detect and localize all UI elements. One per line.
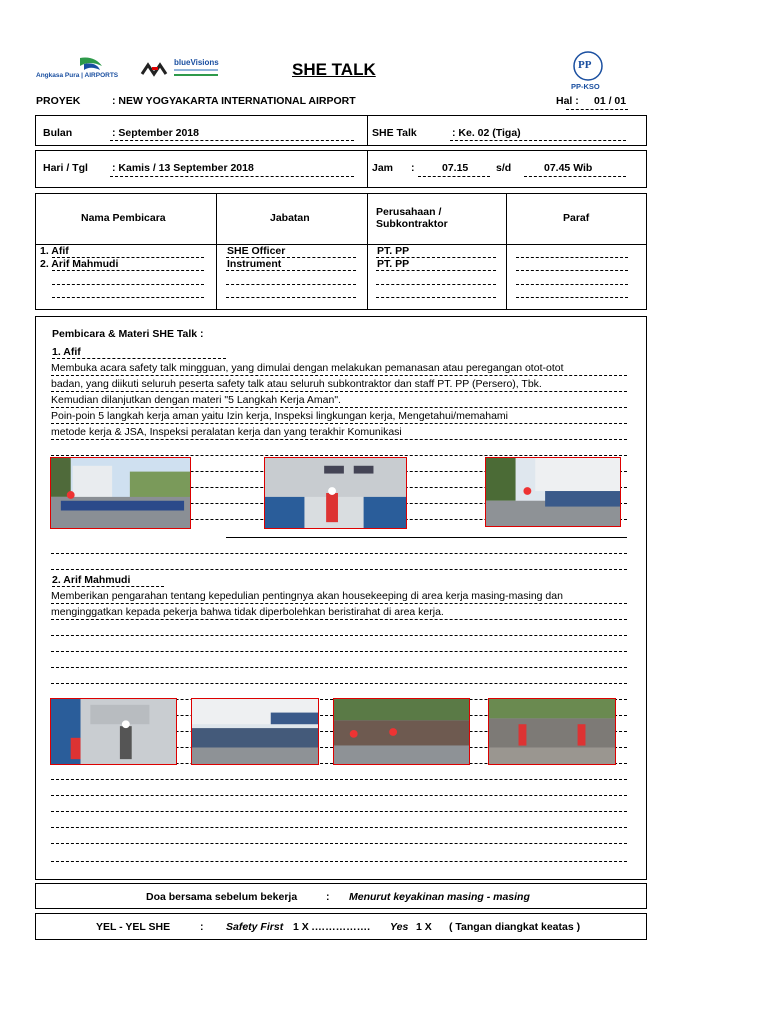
table-col-divider bbox=[367, 194, 368, 309]
table-line bbox=[226, 257, 356, 258]
speaker2-title-underline bbox=[52, 586, 164, 587]
proyek-label: PROYEK bbox=[36, 95, 81, 107]
doa-colon: : bbox=[326, 891, 330, 903]
ruled-line bbox=[51, 603, 627, 604]
hal-value: 01 / 01 bbox=[594, 95, 627, 107]
table-line bbox=[376, 297, 496, 298]
speaker1-line-5: metode kerja & JSA, Inspeksi peralatan kerja dan yang terakhir Komunikasi bbox=[51, 426, 402, 438]
table-line bbox=[516, 297, 628, 298]
speaker1-line-4: Poin-poin 5 langkah kerja aman yaitu Izin kerja, Inspeksi lingkungan kerja, Mengetahui/memahami bbox=[51, 410, 509, 422]
jam-start: 07.15 bbox=[442, 162, 469, 174]
table-col-divider bbox=[506, 194, 507, 309]
angkasa-pura-logo bbox=[36, 56, 124, 82]
blue-visions-logo bbox=[140, 56, 222, 82]
header-paraf: Paraf bbox=[563, 212, 590, 224]
ruled-line bbox=[51, 619, 627, 620]
speaker1-line-2: badan, yang diikuti seluruh peserta safety talk atau seluruh subkontraktor dan staff PT. PP (Persero), Tbk. bbox=[51, 378, 542, 390]
ruled-line bbox=[51, 391, 627, 392]
bulan-label: Bulan bbox=[43, 127, 73, 139]
speaker1-line-3: Kemudian dilanjutkan dengan materi "5 Langkah Kerja Aman". bbox=[51, 394, 341, 406]
pp-kso-logo-text: PP-KSO bbox=[571, 82, 600, 91]
section-divider bbox=[367, 151, 368, 187]
table-line bbox=[376, 257, 496, 258]
speaker-jabatan-1: SHE Officer bbox=[227, 245, 286, 257]
ruled-line bbox=[51, 375, 627, 376]
doa-value: Menurut keyakinan masing - masing bbox=[349, 891, 530, 903]
table-line bbox=[52, 297, 204, 298]
ruled-line bbox=[51, 635, 627, 636]
header-jabatan: Jabatan bbox=[270, 212, 310, 224]
table-row-divider bbox=[36, 244, 646, 245]
table-line bbox=[52, 284, 204, 285]
ruled-line bbox=[51, 667, 627, 668]
yel-yes: Yes bbox=[390, 921, 409, 933]
ruled-line bbox=[51, 569, 627, 570]
bulan-value: : September 2018 bbox=[112, 127, 199, 139]
she-talk-value: : Ke. 02 (Tiga) bbox=[452, 127, 521, 139]
ruled-line bbox=[51, 553, 627, 554]
speaker-jabatan-2: Instrument bbox=[227, 258, 282, 270]
logo-bar bbox=[174, 69, 218, 71]
speaker2-title: 2. Arif Mahmudi bbox=[52, 574, 131, 586]
ruled-line bbox=[51, 811, 627, 812]
speaker1-line-1: Membuka acara safety talk mingguan, yang dimulai dengan melakukan pemanasan atau peregangan otot-otot bbox=[51, 362, 564, 374]
yel-count-2: 1 X bbox=[416, 921, 432, 933]
ruled-line bbox=[51, 423, 627, 424]
meeting-photo bbox=[264, 457, 407, 529]
ruled-line bbox=[51, 439, 627, 440]
solid-line bbox=[226, 537, 627, 538]
speaker-perusahaan-1: PT. PP bbox=[377, 245, 410, 257]
ruled-line bbox=[51, 455, 627, 456]
speaker-perusahaan-2: PT. PP bbox=[377, 258, 410, 270]
wika-logo-mark bbox=[140, 62, 170, 78]
ruled-line bbox=[51, 407, 627, 408]
ruled-line bbox=[51, 843, 627, 844]
yel-safety-first: Safety First bbox=[226, 921, 284, 933]
table-col-divider bbox=[216, 194, 217, 309]
yel-note: ( Tangan diangkat keatas ) bbox=[449, 921, 581, 933]
yel-count-1: 1 X .……………. bbox=[293, 921, 371, 933]
pp-logo-text: PP bbox=[578, 59, 592, 71]
ruled-line bbox=[51, 651, 627, 652]
bulan-underline bbox=[110, 140, 354, 141]
table-line bbox=[376, 284, 496, 285]
speakers-table bbox=[35, 193, 647, 310]
speaker1-title: 1. Afif bbox=[52, 346, 81, 358]
she-talk-label: SHE Talk bbox=[372, 127, 417, 139]
table-line bbox=[226, 297, 356, 298]
meeting-photo bbox=[50, 457, 191, 529]
table-line bbox=[52, 257, 204, 258]
section-divider bbox=[367, 116, 368, 145]
yel-colon: : bbox=[200, 921, 204, 933]
table-line bbox=[226, 284, 356, 285]
jam-sd: s/d bbox=[496, 162, 512, 174]
table-line bbox=[516, 284, 628, 285]
speaker1-title-underline bbox=[52, 358, 226, 359]
meeting-photo bbox=[50, 698, 177, 765]
hari-label: Hari / Tgl bbox=[43, 162, 88, 174]
doa-section bbox=[35, 883, 647, 909]
angkasa-pura-logo-text: Angkasa Pura | AIRPORTS bbox=[36, 72, 119, 79]
ruled-line bbox=[51, 827, 627, 828]
jam-end-underline bbox=[524, 176, 626, 177]
speaker2-line-2: menginggatkan kepada pekerja bahwa tidak diperbolehkan beristirahat di area kerja. bbox=[51, 606, 444, 618]
speaker2-line-1: Memberikan pengarahan tentang kepedulian pentingnya akan housekeeping di area kerja masing-masing dan bbox=[51, 590, 563, 602]
header-nama-pembicara: Nama Pembicara bbox=[81, 212, 166, 224]
jam-colon: : bbox=[411, 162, 415, 174]
meeting-photo bbox=[333, 698, 470, 765]
table-line bbox=[52, 270, 204, 271]
speaker-name-2: 2. Arif Mahmudi bbox=[40, 258, 119, 270]
hal-underline bbox=[566, 109, 628, 110]
hari-underline bbox=[110, 176, 354, 177]
hari-value: : Kamis / 13 September 2018 bbox=[112, 162, 254, 174]
speaker-name-1: 1. Afif bbox=[40, 245, 69, 257]
blue-visions-logo-text: blueVisions bbox=[174, 58, 219, 67]
table-line bbox=[376, 270, 496, 271]
ruled-line bbox=[51, 861, 627, 862]
table-line bbox=[226, 270, 356, 271]
meeting-photo bbox=[485, 457, 621, 527]
ruled-line bbox=[51, 795, 627, 796]
table-line bbox=[516, 257, 628, 258]
jam-label: Jam bbox=[372, 162, 394, 174]
jam-start-underline bbox=[418, 176, 490, 177]
header-perusahaan: Perusahaan / Subkontraktor bbox=[376, 206, 448, 230]
proyek-value: : NEW YOGYAKARTA INTERNATIONAL AIRPORT bbox=[112, 95, 356, 107]
jam-end: 07.45 Wib bbox=[544, 162, 593, 174]
meeting-photo bbox=[191, 698, 319, 765]
ruled-line bbox=[51, 683, 627, 684]
logo-bar bbox=[174, 74, 218, 76]
meeting-photo bbox=[488, 698, 616, 765]
page-title: SHE TALK bbox=[292, 60, 376, 79]
hal-label: Hal : bbox=[556, 95, 579, 107]
materi-heading: Pembicara & Materi SHE Talk : bbox=[52, 328, 204, 340]
she-talk-underline bbox=[450, 140, 626, 141]
yel-label: YEL - YEL SHE bbox=[96, 921, 171, 933]
doa-label: Doa bersama sebelum bekerja bbox=[146, 891, 298, 903]
pp-kso-logo bbox=[568, 50, 612, 94]
table-line bbox=[516, 270, 628, 271]
ruled-line bbox=[51, 779, 627, 780]
